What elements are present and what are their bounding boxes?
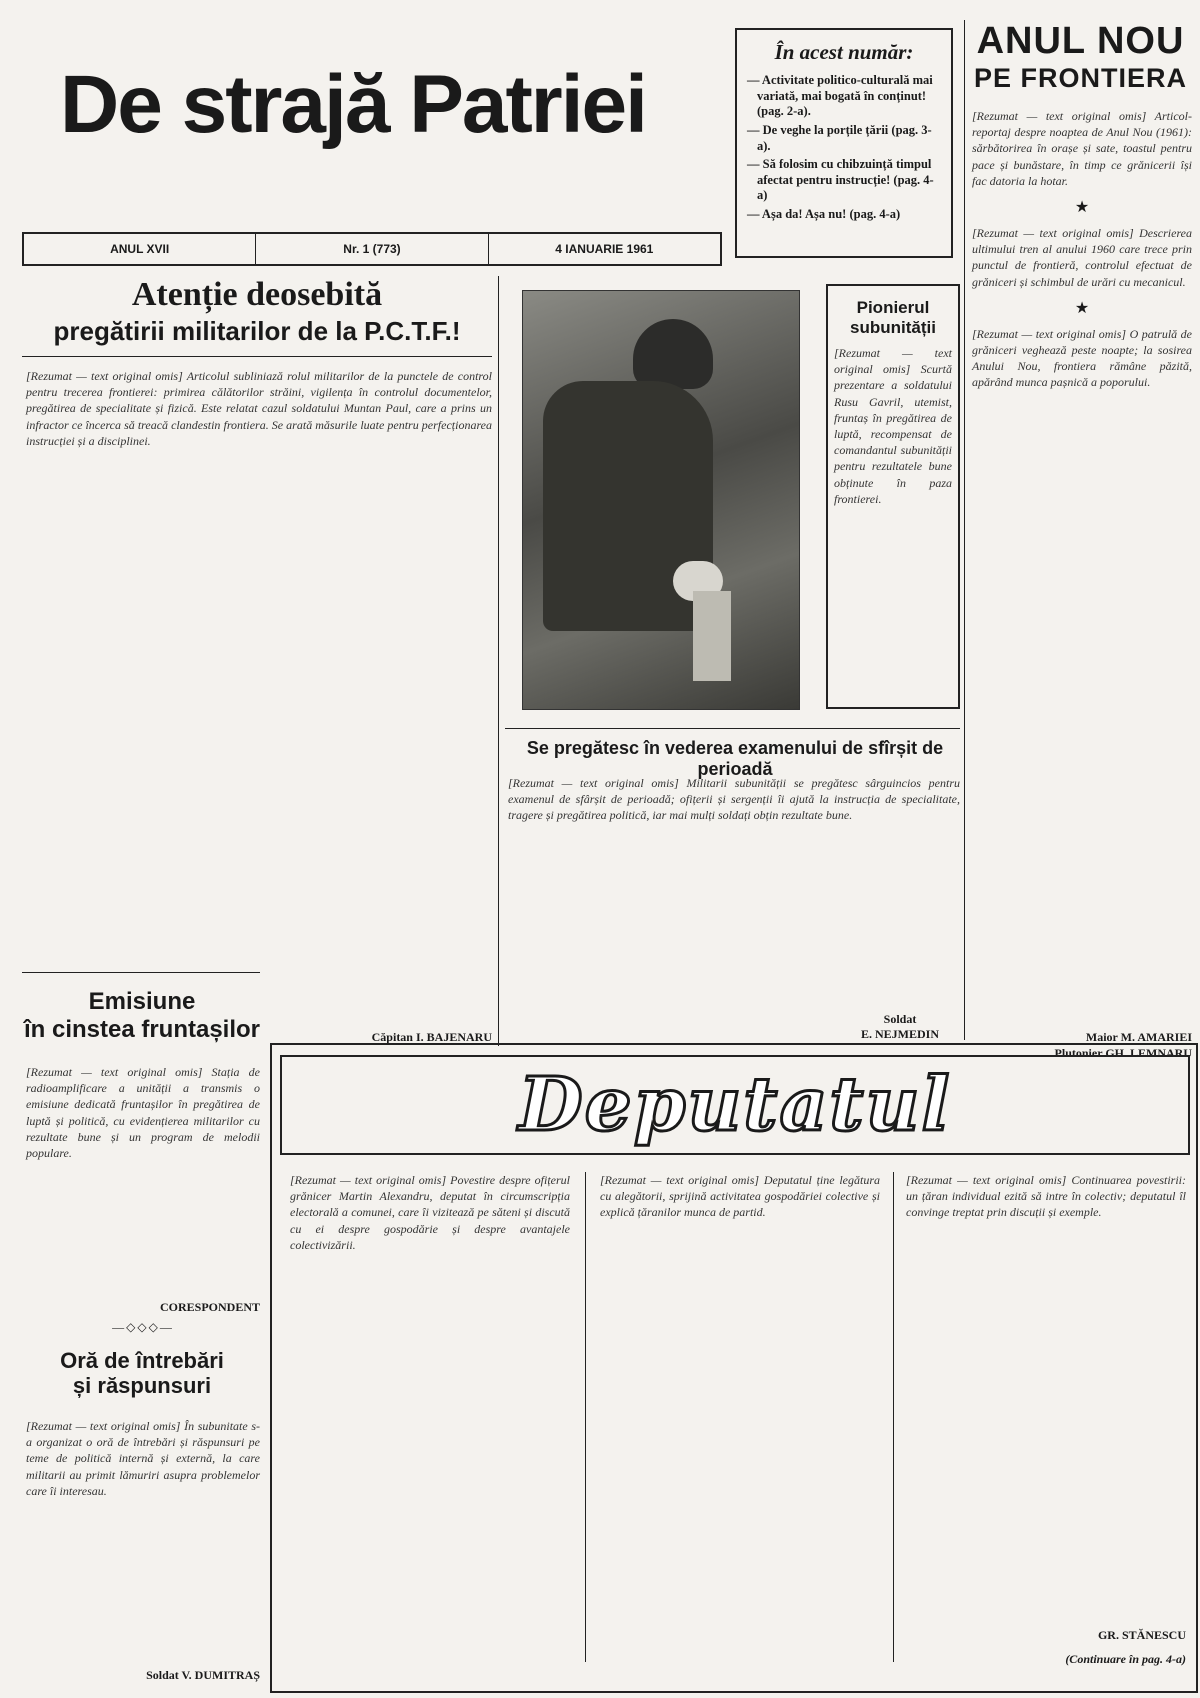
main-article-signature: Căpitan I. BAJENARU	[371, 1030, 492, 1044]
deputat-column-3	[906, 1172, 1186, 1221]
headline-rule	[22, 356, 492, 357]
new-year-summary-3: [Rezumat — text original omis] O patrulă de grăniceri veghează peste noapte; la sosirea Anului Nou, frontiera rămâne păzită, apărând munca pașnică a poporului.	[972, 326, 1192, 390]
soldier-photo	[522, 290, 800, 710]
ora-signature: Soldat V. DUMITRAȘ	[146, 1668, 260, 1682]
masthead-title: De strajă Patriei	[60, 59, 646, 150]
deputat-summary-1: [Rezumat — text original omis] Povestire despre ofițerul grănicer Martin Alexandru, deputat în circumscripția electorală a comunei, care îi vizitează pe săteni și discută cu ei despre gospodărie și despre avantajele colectivizării.	[290, 1173, 570, 1252]
deputat-summary-2: [Rezumat — text original omis] Deputatul ține legătura cu alegătorii, sprijină activitatea gospodăriei colective și explică țăranilor munca de partid.	[600, 1173, 880, 1220]
exam-article-body	[508, 775, 960, 824]
deputat-column-2	[600, 1172, 880, 1221]
column-divider	[964, 20, 965, 1040]
emisiune-summary: [Rezumat — text original omis] Stația de radioamplificare a unității a transmis o emisiune dedicată fruntașilor în pregătirea de luptă și politică, cu evidențierea militarilor cu rezultate bune și un program de melodii populare.	[26, 1065, 260, 1160]
issue-number: Nr. 1 (773)	[256, 234, 488, 264]
deputat-signature: GR. STĂNESCU	[1097, 1628, 1186, 1642]
column-divider	[585, 1172, 586, 1662]
toc-item: — Să folosim cu chibzuință timpul afectat pentru instrucție! (pag. 4-a)	[747, 157, 934, 203]
section-rule	[505, 728, 960, 729]
new-year-headline	[968, 20, 1193, 94]
issue-date: 4 IANUARIE 1961	[555, 242, 654, 256]
emisiune-headline-line2: în cinstea fruntașilor	[23, 1015, 261, 1043]
deputat-title: Deputatul	[518, 1062, 952, 1148]
new-year-body	[972, 108, 1192, 390]
toc-item: — Activitate politico-culturală mai variată, mai bogată în conținut! (pag. 2-a).	[747, 73, 933, 119]
ora-headline-line1: Oră de întrebări	[60, 1348, 224, 1373]
new-year-summary-2: [Rezumat — text original omis] Descrierea ultimului tren al anului 1960 care trece prin punctul de frontieră, controlul efectuat de grăniceri și schimbul de urări cu mecanicul.	[972, 225, 1192, 289]
main-article-body	[26, 368, 492, 449]
section-rule	[22, 972, 260, 973]
signature-line: Soldat	[883, 1012, 917, 1026]
pioneer-title: Pionierul subunității	[850, 298, 936, 337]
main-article-headline	[22, 276, 492, 347]
deputat-summary-3: [Rezumat — text original omis] Continuarea povestirii: un țăran individual ezită să intre în colectiv; deputatul îl convinge treptat prin discuții și exemple.	[906, 1173, 1186, 1220]
ora-summary: [Rezumat — text original omis] În subunitate s-a organizat o oră de întrebări și răspunsuri pe teme de politică internă și externă, la care militarii au primit lămuriri asupra problemelor care îi interesau.	[26, 1419, 260, 1498]
star-separator: ★	[1074, 299, 1090, 317]
main-article-summary: [Rezumat — text original omis] Articolul subliniază rolul militarilor de la punctele de control pentru trecerea frontierei: primirea călătorilor străini, vigilența în controlul documentelor, pregătirea de specialitate și fizică. Este relatat cazul soldatului Muntan Paul, care a prins un infractor ce încerca să treacă clandestin frontiera. Se arată măsurile luate pentru perfecționarea instrucției și a disciplinei.	[26, 369, 492, 448]
ora-headline-line2: și răspunsuri	[72, 1373, 212, 1399]
column-divider	[893, 1172, 894, 1662]
table-of-contents	[735, 28, 953, 258]
ornament-divider: —◇◇◇—	[112, 1320, 174, 1334]
new-year-title-line1: ANUL NOU	[976, 20, 1185, 62]
issue-year: ANUL XVII	[24, 234, 256, 264]
exam-summary: [Rezumat — text original omis] Militarii subunității se pregătesc sârguincios pentru examenul de sfârșit de perioadă; ofițerii și sergenții îi ajută la instrucția de specialitate, tragere și pregătirea politică, iar mai mulți soldați obțin rezultate bune.	[508, 776, 960, 823]
emisiune-headline-line1: Emisiune	[88, 988, 196, 1015]
star-separator: ★	[1074, 198, 1090, 216]
main-headline-line1: Atenție deosebită	[131, 276, 383, 313]
issue-info-bar	[22, 232, 722, 266]
deputat-banner	[280, 1055, 1190, 1155]
photo-boundary-post	[693, 591, 731, 681]
new-year-title-line2: PE FRONTIERA	[973, 63, 1187, 93]
toc-item: — De veghe la porțile țării (pag. 3-a).	[747, 122, 932, 153]
emisiune-body	[26, 1064, 260, 1161]
photo-soldier-cap	[633, 319, 713, 389]
pioneer-article-box	[826, 284, 960, 709]
signature-line: E. NEJMEDIN	[860, 1027, 939, 1041]
signature-line: Maior M. AMARIEI	[1085, 1030, 1192, 1044]
ora-headline	[22, 1348, 262, 1399]
emisiune-headline	[22, 988, 262, 1043]
exam-signature	[840, 1012, 960, 1042]
toc-item: — Așa da! Așa nu! (pag. 4-a)	[747, 207, 901, 221]
pioneer-summary: [Rezumat — text original omis] Scurtă prezentare a soldatului Rusu Gavril, utemist, fruntaș în pregătirea de luptă, recompensat de comandantul subunității pentru rezultatele bune obținute în paza frontierei.	[834, 346, 952, 506]
toc-title: În acest număr:	[774, 40, 914, 64]
exam-article-headline: Se pregătesc în vederea examenului de sfîrșit de perioadă	[526, 738, 944, 779]
main-headline-line2: pregătirii militarilor de la P.C.T.F.!	[53, 316, 461, 346]
ora-body	[26, 1418, 260, 1499]
emisiune-signature: CORESPONDENT	[159, 1300, 260, 1314]
deputat-column-1	[290, 1172, 570, 1253]
new-year-summary-1: [Rezumat — text original omis] Articol-reportaj despre noaptea de Anul Nou (1961): sărbătorirea în orașe și sate, toastul pentru pace și bunăstare, în timp ce grănicerii își fac datoria la hotar.	[972, 109, 1192, 188]
column-divider	[498, 276, 499, 1046]
continued-note: (Continuare în pag. 4-a)	[1065, 1652, 1186, 1666]
signature-line: Plutonier GH. LEMNARU	[1054, 1045, 1192, 1060]
